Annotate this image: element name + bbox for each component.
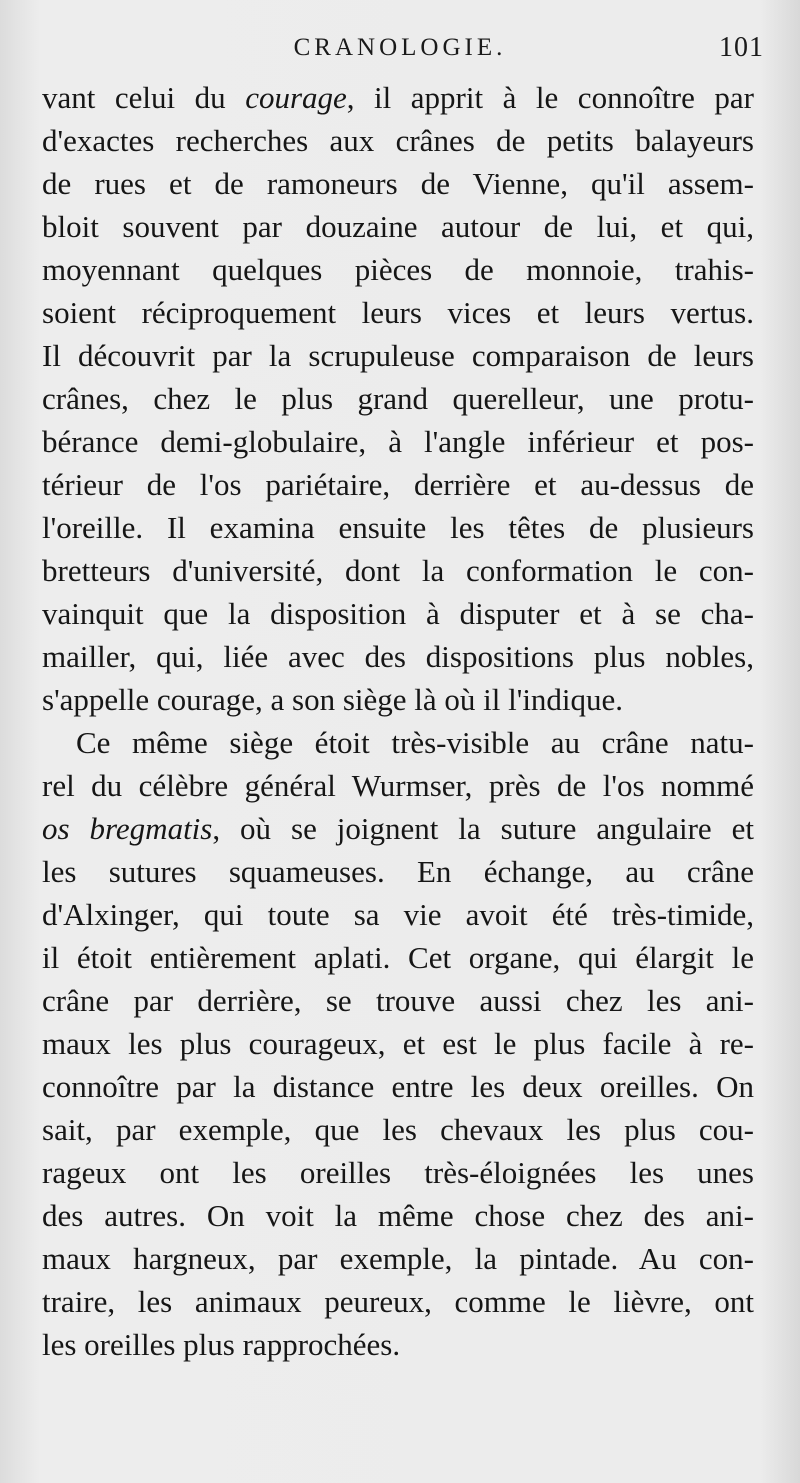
page-number: 101: [719, 32, 764, 63]
text-line: rageux ont les oreilles très-éloignées les unes: [42, 1155, 754, 1190]
text-line: soient réciproquement leurs vices et leurs vertus.: [42, 295, 754, 330]
text-line: crânes, chez le plus grand querelleur, une protu-: [42, 381, 754, 416]
text-line: crâne par derrière, se trouve aussi chez les ani-: [42, 983, 754, 1018]
text-line: rel du célèbre général Wurmser, près de l'os nommé: [42, 768, 754, 803]
text-line: vant celui du courage, il apprit à le connoître par: [42, 80, 754, 115]
text-line: les sutures squameuses. En échange, au crâne: [42, 854, 754, 889]
paragraph-end-line: s'appelle courage, a son siège là où il l'indique.: [42, 682, 624, 717]
italic-term: os bregmatis: [42, 811, 213, 846]
text-line: des autres. On voit la même chose chez des ani-: [42, 1198, 754, 1233]
text-line: mailler, qui, liée avec des dispositions plus nobles,: [42, 639, 754, 674]
running-title: CRANOLOGIE.: [293, 34, 507, 61]
text-line: bloit souvent par douzaine autour de lui, et qui,: [42, 209, 754, 244]
text-line: maux hargneux, par exemple, la pintade. Au con-: [42, 1241, 754, 1276]
text-line: vainquit que la disposition à disputer et à se cha-: [42, 596, 754, 631]
text-line: térieur de l'os pariétaire, derrière et au-dessus de: [42, 467, 754, 502]
italic-term: courage: [245, 80, 347, 115]
text-line: connoître par la distance entre les deux oreilles. On: [42, 1069, 754, 1104]
text-line: Il découvrit par la scrupuleuse comparaison de leurs: [42, 338, 754, 373]
text-line: maux les plus courageux, et est le plus facile à re-: [42, 1026, 754, 1061]
text-line: l'oreille. Il examina ensuite les têtes de plusieurs: [42, 510, 754, 545]
running-head: [40, 30, 764, 70]
text-line: de rues et de ramoneurs de Vienne, qu'il assem-: [42, 166, 754, 201]
text-line: bérance demi-globulaire, à l'angle inférieur et pos-: [42, 424, 754, 459]
paragraph-start-line: Ce même siège étoit très-visible au crâne natu-: [76, 725, 754, 760]
text-line: os bregmatis, où se joignent la suture angulaire et: [42, 811, 754, 846]
paragraph-end-line: les oreilles plus rapprochées.: [42, 1327, 401, 1362]
text-line: sait, par exemple, que les chevaux les plus cou-: [42, 1112, 754, 1147]
body-text: [42, 76, 754, 1366]
text-line: moyennant quelques pièces de monnoie, trahis-: [42, 252, 754, 287]
text-line: bretteurs d'université, dont la conformation le con-: [42, 553, 754, 588]
text-line: d'Alxinger, qui toute sa vie avoit été très-timide,: [42, 897, 754, 932]
text-line: traire, les animaux peureux, comme le lièvre, ont: [42, 1284, 754, 1319]
text-line: d'exactes recherches aux crânes de petits balayeurs: [42, 123, 754, 158]
text-line: il étoit entièrement aplati. Cet organe, qui élargit le: [42, 940, 754, 975]
